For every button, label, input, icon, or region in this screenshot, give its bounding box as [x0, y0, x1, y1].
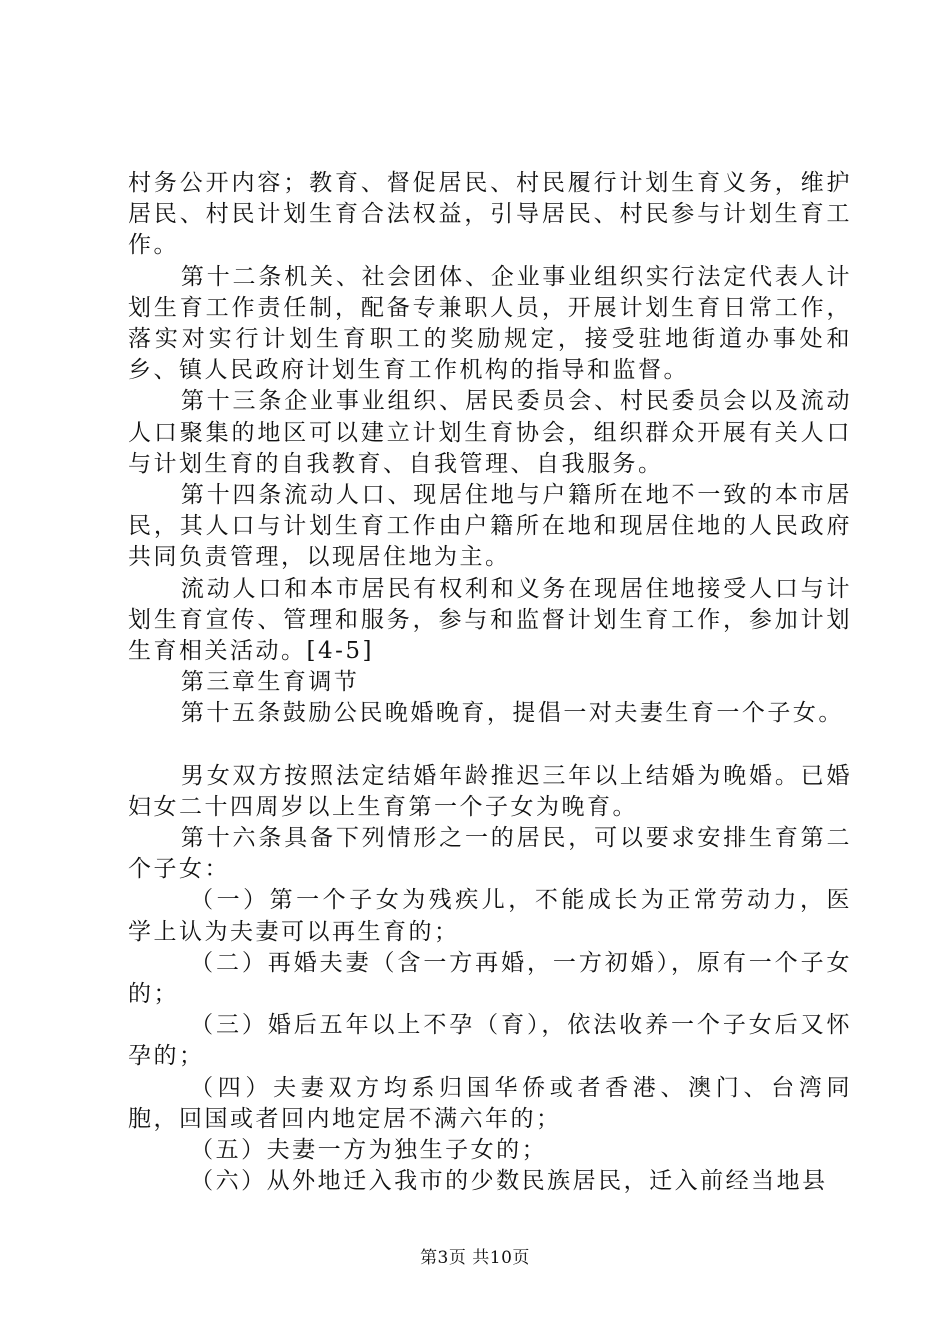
- list-item-5: （五）夫妻一方为独生子女的；: [190, 1137, 548, 1164]
- paragraph-article-15: 第十五条鼓励公民晚婚晚育，提倡一对夫妻生育一个子女。: [180, 700, 844, 727]
- paragraph-article-13: 第十三条企业事业组织、居民委员会、村民委员会以及流动人口聚集的地区可以建立计划生育协会，组织群众开展有关人口与计划生育的自我教育、自我管理、自我服务。: [128, 388, 852, 477]
- list-item-4: （四）夫妻双方均系归国华侨或者香港、澳门、台湾同胞，回国或者回内地定居不满六年的；: [128, 1074, 852, 1132]
- page-number-footer: 第3页 共10页: [420, 1248, 530, 1268]
- paragraph-article-16: 第十六条具备下列情形之一的居民，可以要求安排生育第二个子女：: [128, 825, 852, 883]
- list-item-3: （三）婚后五年以上不孕（育），依法收养一个子女后又怀孕的；: [128, 1012, 852, 1070]
- list-item-1: （一）第一个子女为残疾儿，不能成长为正常劳动力，医学上认为夫妻可以再生育的；: [128, 887, 852, 945]
- chapter-heading: 第三章生育调节: [180, 669, 360, 696]
- paragraph-late-marriage: 男女双方按照法定结婚年龄推迟三年以上结婚为晚婚。已婚妇女二十四周岁以上生育第一个子女为晚育。: [128, 762, 852, 820]
- document-body: [128, 168, 852, 1198]
- list-item-6: （六）从外地迁入我市的少数民族居民，迁入前经当地县: [190, 1168, 828, 1195]
- list-item-2: （二）再婚夫妻（含一方再婚，一方初婚），原有一个子女的；: [128, 949, 852, 1008]
- paragraph-article-14: 第十四条流动人口、现居住地与户籍所在地不一致的本市居民，其人口与计划生育工作由户籍所在地和现居住地的人民政府共同负责管理，以现居住地为主。: [128, 482, 852, 571]
- paragraph-village-affairs: 村务公开内容；教育、督促居民、村民履行计划生育义务，维护居民、村民计划生育合法权益，引导居民、村民参与计划生育工作。: [128, 170, 852, 259]
- paragraph-article-12: 第十二条机关、社会团体、企业事业组织实行法定代表人计划生育工作责任制，配备专兼职人员，开展计划生育日常工作，落实对实行计划生育职工的奖励规定，接受驻地街道办事处和乡、镇人民政府计划生育工作机构的指导和监督。: [128, 263, 852, 384]
- paragraph-floating-population-rights: 流动人口和本市居民有权利和义务在现居住地接受人口与计划生育宣传、管理和服务，参与和监督计划生育工作，参加计划生育相关活动。[4-5]: [128, 575, 852, 665]
